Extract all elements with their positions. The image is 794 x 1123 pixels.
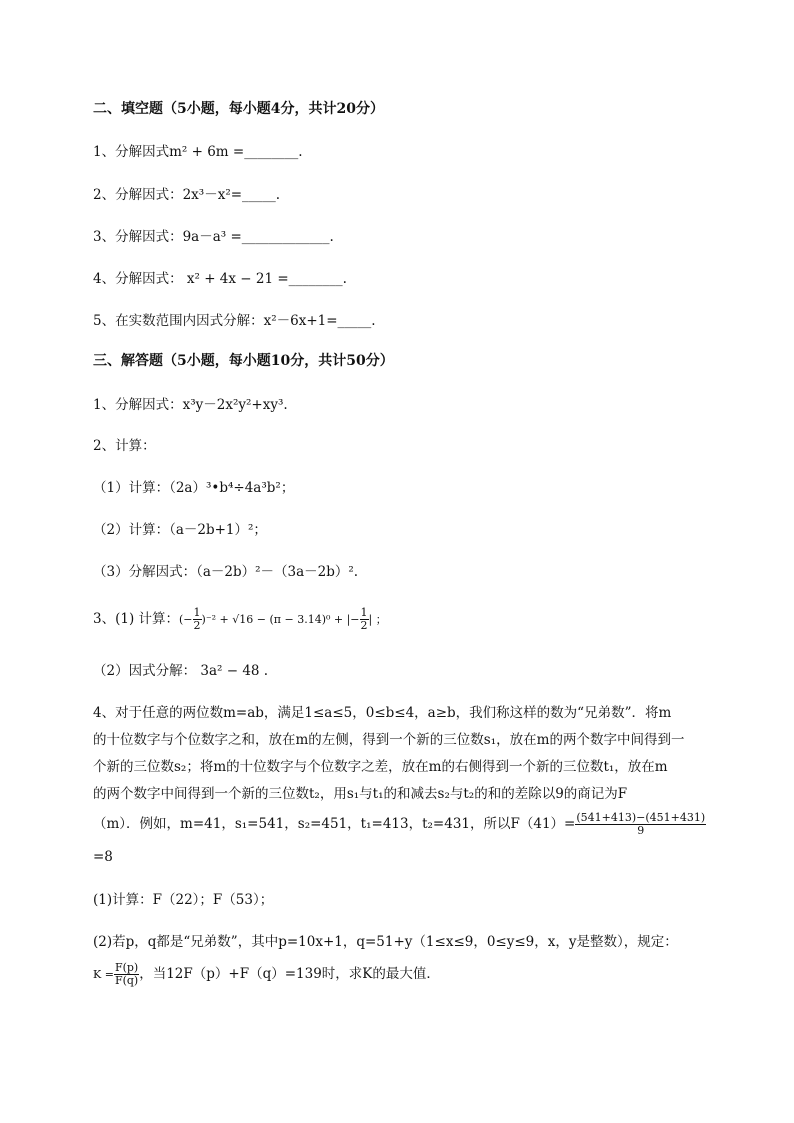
section-2-title: 二、填空题（5小题，每小题4分，共计20分） <box>93 101 384 117</box>
q4-fraction-num: (541+413)−(451+431) <box>576 811 706 824</box>
k-label: K = <box>93 968 114 981</box>
answer-question-1: 1、分解因式：x³y－2x²y²+xy³. <box>93 397 288 413</box>
q3-fraction-1-den: 2 <box>193 619 201 632</box>
q3-fraction-2 <box>360 607 369 632</box>
k-fraction-den: F(q) <box>114 974 139 987</box>
fill-question-1: 1、分解因式m² + 6m =________. <box>93 144 303 160</box>
fill-question-2: 2、分解因式：2x³－x²=_____. <box>93 187 281 203</box>
q3-fraction-1-num: 1 <box>193 606 201 619</box>
answer-question-4-line-1: 4、对于任意的两位数m=ab，满足1≤a≤5，0≤b≤4，a≥b，我们称这样的数为“兄弟数”．将m <box>93 705 672 721</box>
answer-question-2-part-1: （1）计算：（2a）³•b⁴÷4a³b²； <box>93 480 295 496</box>
q3-fraction-2-den: 2 <box>360 619 368 632</box>
k-fraction <box>114 962 139 987</box>
q4-example: （m）．例如，m=41，s₁=541，s₂=451，t₁=413，t₂=431，所以F（41）= <box>93 816 576 832</box>
answer-question-4-line-3: 个新的三位数s₂；将m的十位数字与个位数字之差，放在m的右侧得到一个新的三位数t₁，放在m <box>93 759 668 775</box>
section-3-title: 三、解答题（5小题，每小题10分，共计50分） <box>93 353 394 369</box>
q3-expr-a: (− <box>179 613 193 626</box>
k-fraction-num: F(p) <box>114 961 139 974</box>
q3-expr-c: | ； <box>368 613 387 626</box>
q3-prefix: 3、(1) 计算： <box>93 611 180 627</box>
answer-question-2-head: 2、计算： <box>93 438 156 454</box>
answer-question-4-line-5 <box>93 812 706 837</box>
q3-fraction-2-num: 1 <box>360 606 368 619</box>
q3-expr-b: )⁻² + √16 − (π − 3.14)⁰ + |− <box>201 613 360 626</box>
fill-question-3: 3、分解因式：9a－a³ =_____________. <box>93 229 334 245</box>
q4-fraction-den: 9 <box>637 824 645 837</box>
answer-question-4-sub-2-line-1: (2)若p，q都是“兄弟数”，其中p=10x+1，q=51+y（1≤x≤9，0≤y≤9，x，y是整数），规定： <box>93 934 678 950</box>
answer-question-4-line-2: 的十位数字与个位数字之和，放在m的左侧，得到一个新的三位数s₁，放在m的两个数字中间得到一 <box>93 732 685 748</box>
answer-question-4-line-6: =8 <box>93 849 113 865</box>
k-condition: ，当12F（p）+F（q）=139时，求K的最大值． <box>139 966 440 982</box>
answer-question-3-part-1 <box>93 607 387 632</box>
q4-fraction <box>575 812 706 837</box>
q3-fraction-1 <box>193 607 202 632</box>
answer-question-3-part-2: （2）因式分解： 3a² − 48 . <box>93 663 269 679</box>
answer-question-2-part-3: （3）分解因式：（a－2b）²－（3a－2b）². <box>93 564 359 580</box>
fill-question-4: 4、分解因式： x² + 4x − 21 =________. <box>93 271 347 287</box>
answer-question-4-sub-1: (1)计算：F（22）；F（53）； <box>93 892 274 908</box>
answer-question-2-part-2: （2）计算：（a－2b+1）²； <box>93 522 267 538</box>
fill-question-5: 5、在实数范围内因式分解：x²－6x+1=_____. <box>93 313 376 329</box>
answer-question-4-sub-2-line-2 <box>93 962 440 987</box>
answer-question-4-line-4: 的两个数字中间得到一个新的三位数t₂，用s₁与t₁的和减去s₂与t₂的和的差除以9的商记为F <box>93 786 628 802</box>
